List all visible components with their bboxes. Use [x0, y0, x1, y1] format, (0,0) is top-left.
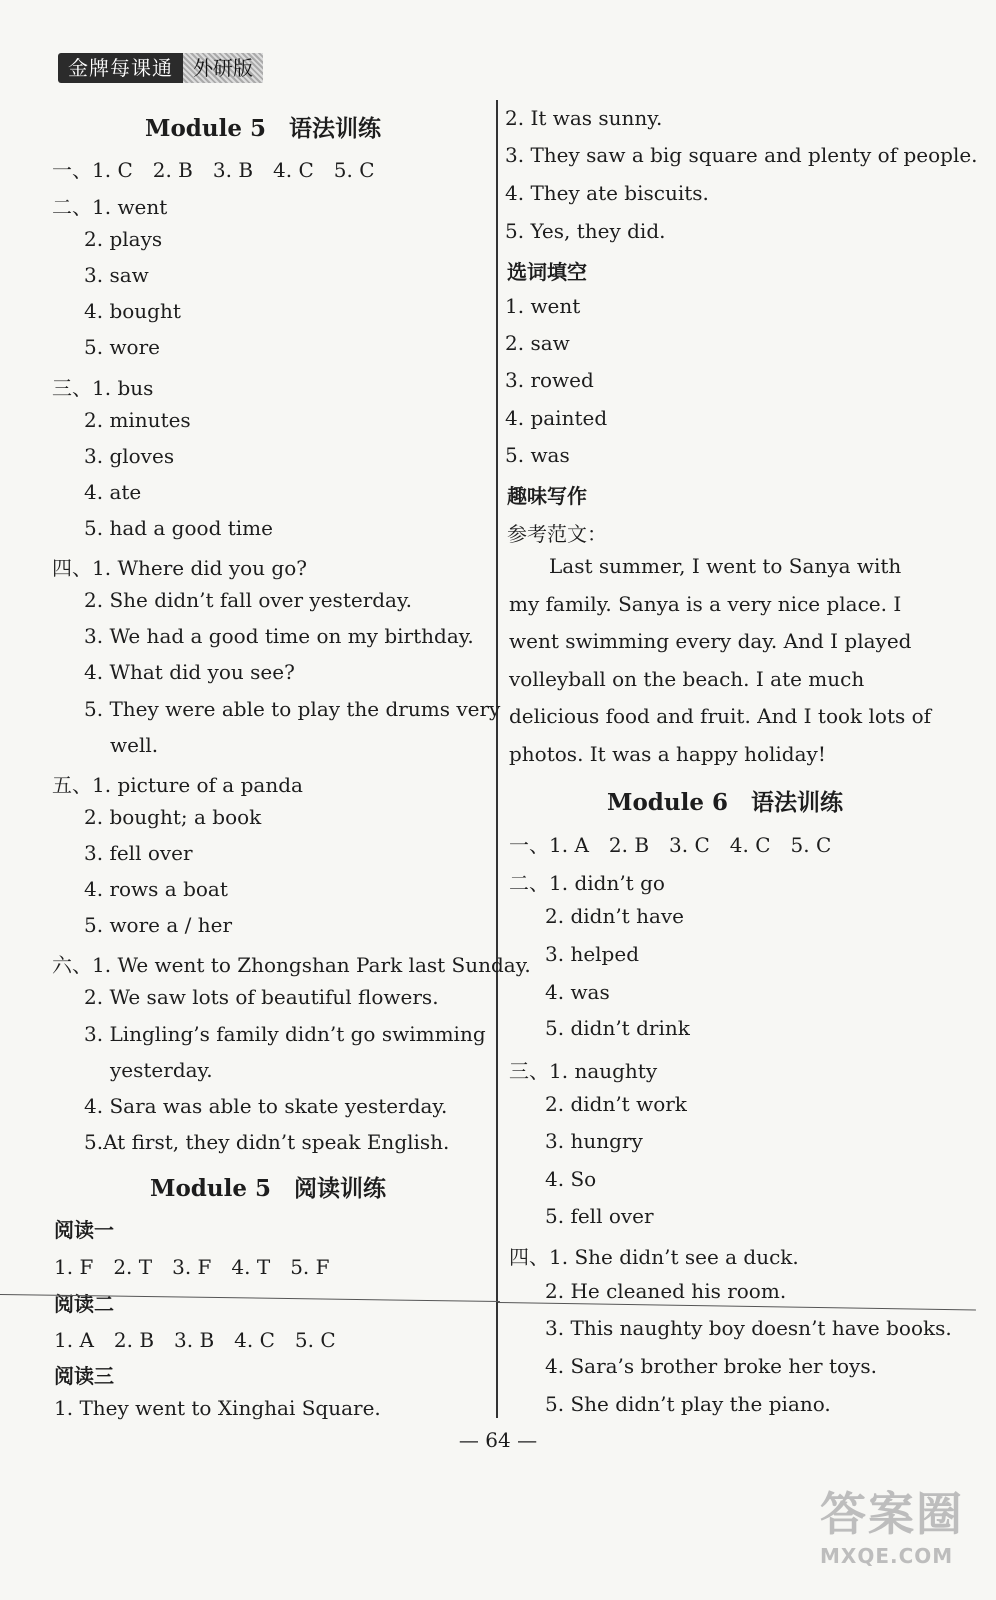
essay-line: delicious food and fruit. And I took lots of — [509, 704, 932, 728]
answer-line: 3. fell over — [84, 841, 193, 865]
answer-line: 二、1. didn’t go — [509, 871, 665, 895]
answer-line: 4. They ate biscuits. — [505, 181, 709, 205]
essay-line: photos. It was a happy holiday! — [509, 741, 826, 766]
answer-line: 4. rows a boat — [84, 877, 228, 901]
answer-line: 3. Lingling’s family didn’t go swimming — [84, 1022, 486, 1046]
answer-line: 2. It was sunny. — [505, 106, 663, 130]
answer-line: 4. What did you see? — [84, 660, 295, 684]
sample-essay — [509, 548, 941, 773]
section-title-m5-reading: Module 5 阅读训练 — [150, 1175, 386, 1202]
answer-line: well. — [110, 733, 159, 757]
answer-line: 5. didn’t drink — [545, 1016, 690, 1040]
answer-line: 3. gloves — [84, 444, 175, 468]
answer-line: 五、1. picture of a panda — [52, 773, 303, 797]
answer-line: 三、1. bus — [52, 376, 154, 400]
answer-line: 5. fell over — [545, 1204, 654, 1228]
answer-line: 5. She didn’t play the piano. — [545, 1392, 831, 1416]
section-title-m6-grammar: Module 6 语法训练 — [607, 789, 843, 816]
answer-line: 2. didn’t work — [545, 1092, 687, 1116]
answer-line: 四、1. She didn’t see a duck. — [509, 1245, 799, 1269]
answer-line: 4. was — [545, 980, 610, 1004]
page-number: — 64 — — [458, 1428, 538, 1452]
answer-line: 1. A 2. B 3. B 4. C 5. C — [54, 1328, 336, 1352]
answer-line: 1. F 2. T 3. F 4. T 5. F — [54, 1255, 330, 1279]
brand-label: 金牌每课通 — [58, 53, 183, 83]
answer-line: 5. wore — [84, 335, 160, 359]
answer-line: 2. She didn’t fall over yesterday. — [84, 588, 412, 612]
answer-line: 六、1. We went to Zhongshan Park last Sunday. — [52, 953, 531, 977]
answer-line: 2. didn’t have — [545, 904, 685, 928]
answer-line: 4. painted — [505, 406, 608, 430]
answer-line: 2. plays — [84, 227, 163, 251]
column-divider — [496, 100, 498, 1418]
answer-line: 2. He cleaned his room. — [545, 1279, 787, 1303]
section-title-m5-grammar: Module 5 语法训练 — [145, 115, 381, 142]
answer-line: 二、1. went — [52, 195, 168, 219]
answer-line: 4. So — [545, 1167, 597, 1191]
answer-line: 2. We saw lots of beautiful flowers. — [84, 985, 439, 1009]
scan-fold-line — [498, 1302, 976, 1311]
answer-line: 3. hungry — [545, 1129, 643, 1153]
answer-line: yesterday. — [110, 1058, 213, 1082]
answer-line: 3. helped — [545, 942, 639, 966]
answer-line: 5. Yes, they did. — [505, 219, 666, 243]
answer-line: 3. This naughty boy doesn’t have books. — [545, 1316, 952, 1340]
answer-line: 5. They were able to play the drums very — [84, 697, 501, 721]
answer-line: 1. went — [505, 294, 581, 318]
answer-line: 2. saw — [505, 331, 570, 355]
answer-line: 三、1. naughty — [509, 1059, 658, 1083]
watermark-logo-text: 答案圈 — [820, 1487, 964, 1541]
book-header — [58, 54, 288, 82]
edition-label: 外研版 — [183, 53, 263, 83]
answer-line: 一、1. A 2. B 3. C 4. C 5. C — [509, 833, 832, 857]
answer-line: 2. minutes — [84, 408, 191, 432]
answer-line: 3. We had a good time on my birthday. — [84, 624, 474, 648]
site-watermark — [820, 1478, 970, 1578]
writing-label: 趣味写作 — [507, 484, 587, 508]
essay-line: volleyball on the beach. I ate much — [509, 666, 865, 691]
fill-in-label: 选词填空 — [507, 260, 587, 284]
answer-line: 3. saw — [84, 263, 149, 287]
answer-line: 1. They went to Xinghai Square. — [54, 1396, 381, 1420]
reading-1-label: 阅读一 — [54, 1218, 114, 1242]
answer-line: 5. wore a / her — [84, 913, 233, 937]
answer-line: 3. They saw a big square and plenty of people. — [505, 143, 978, 167]
essay-line: Last summer, I went to Sanya with — [509, 554, 902, 578]
reading-3-label: 阅读三 — [54, 1364, 114, 1388]
answer-line: 一、1. C 2. B 3. B 4. C 5. C — [52, 158, 375, 182]
answer-line: 2. bought; a book — [84, 805, 262, 829]
essay-line: my family. Sanya is a very nice place. I — [509, 591, 902, 616]
answer-line: 4. Sara’s brother broke her toys. — [545, 1354, 877, 1378]
answer-line: 5. was — [505, 443, 570, 467]
reference-label: 参考范文： — [507, 522, 607, 546]
answer-line: 3. rowed — [505, 368, 594, 392]
answer-line: 5.At first, they didn’t speak English. — [84, 1130, 450, 1154]
watermark-url-text: MXQE.COM — [820, 1544, 954, 1568]
answer-line: 5. had a good time — [84, 516, 273, 540]
essay-line: went swimming every day. And I played — [509, 629, 912, 653]
answer-line: 4. bought — [84, 299, 181, 323]
reading-2-label: 阅读二 — [54, 1292, 114, 1316]
answer-line: 四、1. Where did you go? — [52, 556, 307, 580]
answer-line: 4. Sara was able to skate yesterday. — [84, 1094, 448, 1118]
answer-line: 4. ate — [84, 480, 142, 504]
